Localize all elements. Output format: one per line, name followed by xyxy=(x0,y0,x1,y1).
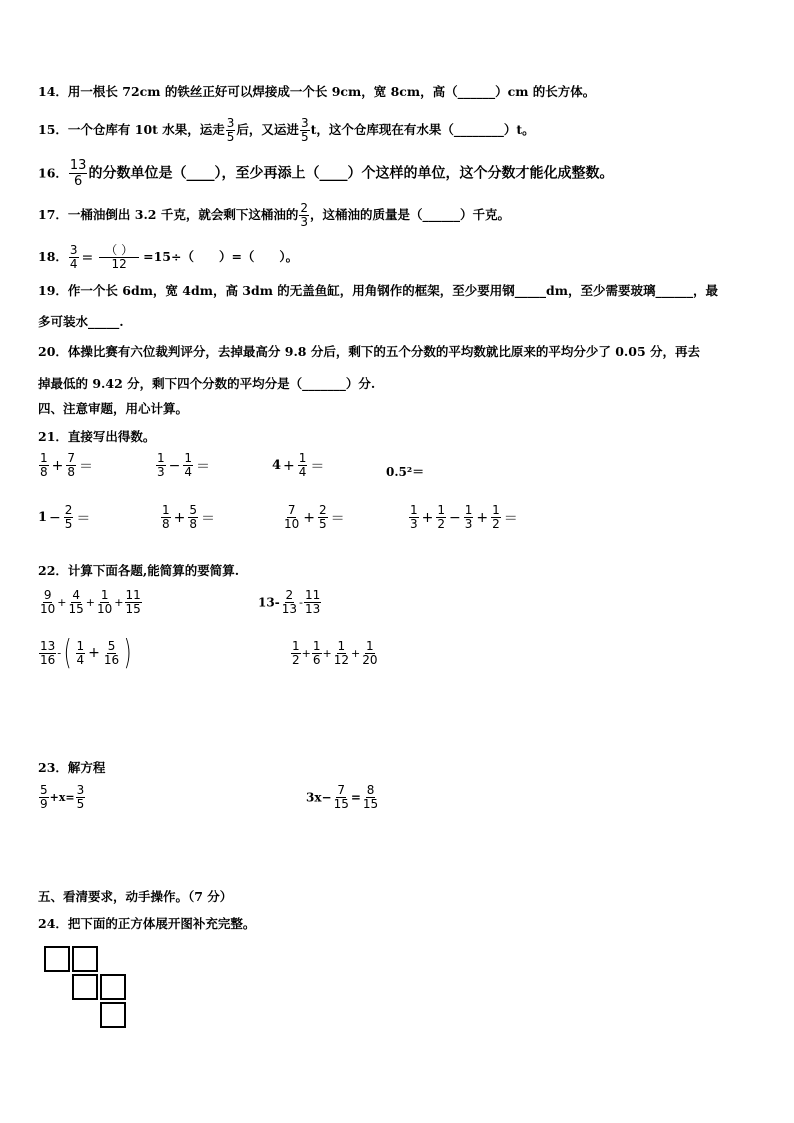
equation: 3x− $\frac{7}{15}$ = $\frac{8}{15}$ xyxy=(306,783,379,811)
question-text: 把下面的正方体展开图补充完整。 xyxy=(67,916,256,931)
question-17 xyxy=(38,202,510,229)
question-text: 多可装水_____. xyxy=(38,314,124,329)
section-heading: 四、注意审题，用心计算。 xyxy=(38,401,189,416)
calc-item: $\frac{1}{2}$ + $\frac{1}{6}$ + $\frac{1}{12}$ + $\frac{1}{20}$ xyxy=(292,639,378,667)
section-heading: 五、看清要求，动手操作。（7 分） xyxy=(38,889,233,904)
question-number: 23． xyxy=(38,760,68,775)
question-text: =15÷（ ）=（ ）。 xyxy=(143,249,299,264)
right-paren: ) xyxy=(123,633,132,673)
question-text: 解方程 xyxy=(67,760,106,775)
question-20-cont xyxy=(38,376,375,392)
left-paren: ( xyxy=(63,633,72,673)
calc-item: $\frac{1}{3}$ − $\frac{1}{4}$ ＝ xyxy=(157,451,211,479)
question-number: 14． xyxy=(38,84,68,99)
question-text: 作一个长 6dm，宽 4dm，高 3dm 的无盖鱼缸，用角钢作的框架，至少要用钢_____dm，至少需要玻璃______，最 xyxy=(67,283,719,298)
question-text: 计算下面各题,能简算的要简算. xyxy=(67,563,240,578)
calc-item: $\frac{13}{16}$ -( $\frac{1}{4}$ + $\frac{5}{16}$ ) xyxy=(40,633,132,673)
question-14 xyxy=(38,84,595,100)
calc-item: $\frac{1}{8}$ + $\frac{5}{8}$ ＝ xyxy=(162,503,216,531)
question-text: t，这个仓库现在有水果（________）t。 xyxy=(310,122,535,137)
question-number: 22． xyxy=(38,563,68,578)
net-square xyxy=(44,946,70,972)
question-text: 用一根长 72cm 的铁丝正好可以焊接成一个长 9cm，宽 8cm，高（______）cm 的长方体。 xyxy=(67,84,596,99)
calc-item: 1 − $\frac{2}{5}$ ＝ xyxy=(38,503,91,531)
fraction: $\frac{3}{5}$ xyxy=(300,116,309,144)
question-16 xyxy=(38,158,613,189)
net-square xyxy=(100,1002,126,1028)
question-23 xyxy=(38,760,105,776)
question-24 xyxy=(38,916,255,932)
question-text: 体操比赛有六位裁判评分，去掉最高分 9.8 分后，剩下的五个分数的平均数就比原来的平均分少了 0.05 分，再去 xyxy=(67,344,701,359)
question-text: 的分数单位是（____），至少再添上（____）个这样的单位，这个分数才能化成整数。 xyxy=(88,165,614,182)
question-text: 后，又运进 xyxy=(236,122,299,137)
question-text: 一桶油倒出 3.2 千克，就会剩下这桶油的 xyxy=(67,207,299,222)
question-15 xyxy=(38,117,535,144)
question-text: 直接写出得数。 xyxy=(67,429,156,444)
question-number: 20． xyxy=(38,344,68,359)
fraction: $\frac{3}{4}$ xyxy=(69,243,78,271)
calc-item: 13- $\frac{2}{13}$ - $\frac{11}{13}$ xyxy=(258,588,321,616)
question-number: 18． xyxy=(38,249,68,264)
question-text: 一个仓库有 10t 水果，运走 xyxy=(67,122,225,137)
question-20 xyxy=(38,344,700,360)
question-text: 掉最低的 9.42 分，剩下四个分数的平均分是（_______）分. xyxy=(38,376,376,391)
question-19-cont xyxy=(38,314,124,330)
calc-item: $\frac{1}{8}$ + $\frac{7}{8}$ ＝ xyxy=(40,451,94,479)
calc-item: $\frac{1}{3}$ + $\frac{1}{2}$ − $\frac{1}{3}$ + $\frac{1}{2}$ ＝ xyxy=(410,503,518,531)
question-number: 17． xyxy=(38,207,68,222)
question-number: 15． xyxy=(38,122,68,137)
question-number: 16． xyxy=(38,165,68,181)
equation: $\frac{5}{9}$ +x= $\frac{3}{5}$ xyxy=(40,783,85,811)
question-19 xyxy=(38,283,718,299)
calc-item: 4 + $\frac{1}{4}$ ＝ xyxy=(272,451,325,479)
fraction: $\frac{13}{6}$ xyxy=(69,158,87,189)
calc-item: $\frac{9}{10}$ + $\frac{4}{15}$ + $\frac{1}{10}$ + $\frac{11}{15}$ xyxy=(40,588,141,616)
question-21 xyxy=(38,429,155,445)
question-number: 21． xyxy=(38,429,68,444)
fraction: $\frac{3}{5}$ xyxy=(226,116,235,144)
question-number: 24． xyxy=(38,916,68,931)
net-square xyxy=(72,946,98,972)
question-text: ，这桶油的质量是（______）千克。 xyxy=(310,207,511,222)
question-number: 19． xyxy=(38,283,68,298)
question-18: 18． $\frac{3}{4}$ = $\frac{( )}{12}$ =15÷（ ）=（ ）。 xyxy=(38,243,299,271)
calc-item: 0.5²＝ xyxy=(386,465,425,479)
question-22 xyxy=(38,563,239,579)
fraction: $\frac{( )}{12}$ xyxy=(99,244,139,271)
fraction: $\frac{2}{3}$ xyxy=(300,201,308,229)
calc-item: $\frac{7}{10}$ + $\frac{2}{5}$ ＝ xyxy=(284,503,345,531)
net-square xyxy=(72,974,98,1000)
net-square xyxy=(100,974,126,1000)
